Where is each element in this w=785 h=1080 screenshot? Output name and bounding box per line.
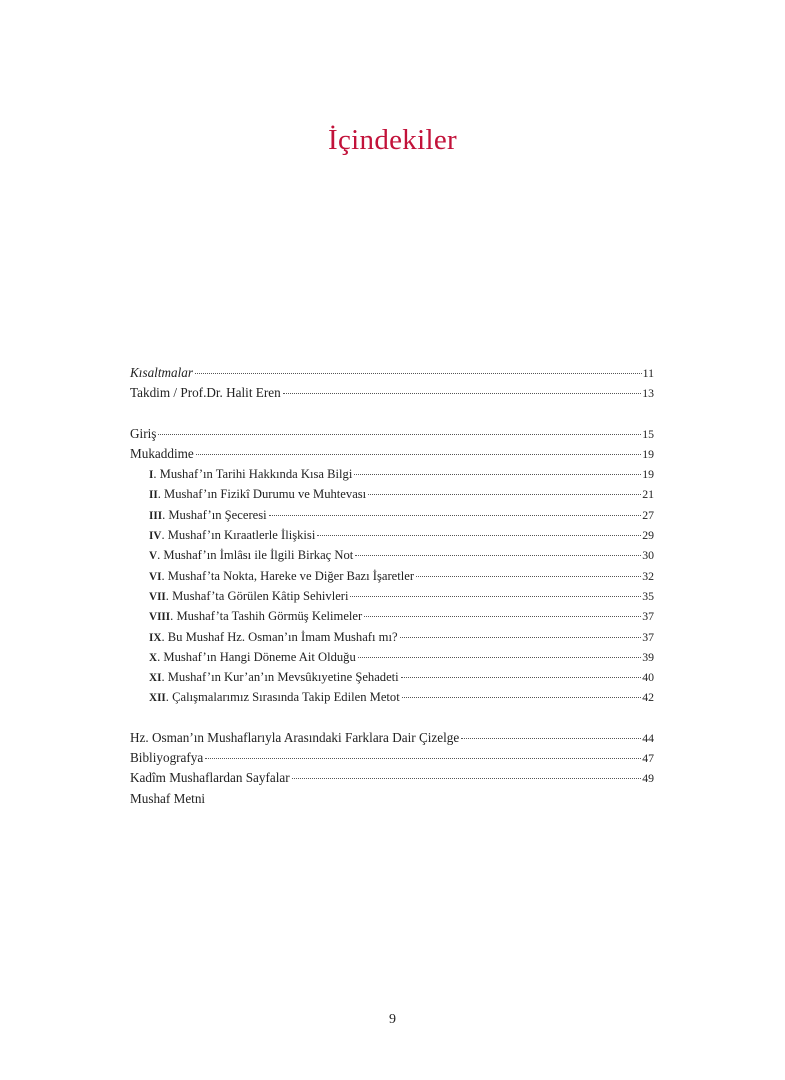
toc-front-matter: [130, 363, 654, 404]
toc-entry-label: [149, 647, 356, 668]
toc-leader-dots: [317, 535, 641, 536]
toc-entry-mukaddime[interactable]: [130, 444, 654, 464]
toc-leader-dots: [368, 494, 641, 495]
toc-entry-text: . Mushaf’ın Kur’an’ın Mevsûkıyetine Şehadeti: [161, 670, 399, 685]
toc-leader-dots: [205, 758, 641, 759]
toc-leader-dots: [269, 515, 642, 516]
toc-entry-label: [149, 505, 267, 526]
roman-numeral: II: [149, 489, 158, 502]
toc-entry-label: Kadîm Mushaflardan Sayfalar: [130, 770, 290, 786]
toc-leader-dots: [402, 697, 641, 698]
toc-page-number: 29: [642, 528, 654, 543]
roman-numeral: III: [149, 509, 163, 522]
toc-back-matter: [130, 728, 654, 809]
toc-subentry-3[interactable]: [130, 505, 654, 525]
toc-leader-dots: [196, 454, 641, 455]
toc-page-number: 44: [642, 730, 654, 745]
toc-leader-dots: [401, 677, 642, 678]
toc-entry-text: . Bu Mushaf Hz. Osman’ın İmam Mushafı mı?: [161, 629, 398, 644]
roman-numeral: VIII: [149, 611, 171, 624]
toc-subentry-4[interactable]: [130, 525, 654, 545]
toc-entry-text: . Mushaf’ın Tarihi Hakkında Kısa Bilgi: [153, 467, 353, 482]
toc-page-number: 42: [642, 690, 654, 705]
toc-entry-text: . Mushaf’ta Nokta, Hareke ve Diğer Bazı İşaretler: [161, 568, 415, 583]
toc-entry-label: [149, 667, 399, 688]
toc-leader-dots: [364, 616, 641, 617]
toc-page-number: 37: [642, 629, 654, 644]
toc-subentry-5[interactable]: [130, 545, 654, 565]
toc-entry-label: [149, 687, 400, 708]
toc-entry-takdim[interactable]: [130, 383, 654, 403]
roman-numeral: XI: [149, 672, 162, 685]
toc-subentry-11[interactable]: [130, 667, 654, 687]
roman-numeral: IX: [149, 631, 162, 644]
roman-numeral: XII: [149, 692, 166, 705]
toc-subentry-10[interactable]: [130, 647, 654, 667]
toc-leader-dots: [355, 555, 641, 556]
toc-entry-label: [149, 484, 366, 505]
toc-entry-kadim-mushaflar[interactable]: [130, 768, 654, 788]
toc-page-number: 40: [642, 670, 654, 685]
toc-page-number: 30: [642, 548, 654, 563]
toc-page-number: 49: [642, 771, 654, 786]
toc-leader-dots: [358, 657, 641, 658]
toc-entry-label: [149, 627, 398, 648]
toc-leader-dots: [461, 738, 641, 739]
toc-entry-label: [149, 586, 348, 607]
toc-main-section: [130, 424, 654, 708]
toc-page-number: 47: [642, 751, 654, 766]
toc-entry-giris[interactable]: [130, 424, 654, 444]
toc-page-number: 37: [642, 609, 654, 624]
toc-entry-label: Hz. Osman’ın Mushaflarıyla Arasındaki Farklara Dair Çizelge: [130, 729, 460, 745]
toc-entry-text: . Mushaf’ta Görülen Kâtip Sehivleri: [165, 588, 349, 603]
toc-page-number: 21: [642, 487, 654, 502]
toc-entry-text: . Mushaf’ın İmlâsı ile İlgili Birkaç Not: [157, 548, 354, 563]
toc-entry-label: Giriş: [130, 425, 157, 441]
roman-numeral: VI: [149, 570, 162, 583]
roman-numeral: X: [149, 651, 158, 664]
toc-page-number: 32: [642, 568, 654, 583]
roman-numeral: I: [149, 469, 154, 482]
toc-entry-mushaf-metni[interactable]: [130, 789, 654, 809]
toc-page-number: 39: [642, 649, 654, 664]
toc-entry-bibliyografya[interactable]: [130, 748, 654, 768]
page-number: 9: [389, 1012, 396, 1027]
toc-subentry-2[interactable]: [130, 484, 654, 504]
toc-page-number: 27: [642, 507, 654, 522]
toc-leader-dots: [158, 434, 641, 435]
toc-entry-label: [149, 606, 362, 627]
toc-entry-text: . Mushaf’ın Hangi Döneme Ait Olduğu: [157, 649, 356, 664]
toc-entry-kisaltmalar[interactable]: [130, 363, 654, 383]
toc-entry-label: [149, 464, 352, 485]
toc-entry-text: . Çalışmalarımız Sırasında Takip Edilen Metot: [165, 690, 400, 705]
page-title: İçindekiler: [328, 124, 457, 156]
toc-entry-label: Takdim / Prof.Dr. Halit Eren: [130, 385, 281, 401]
toc-leader-dots: [292, 778, 642, 779]
toc-entry-text: . Mushaf’ın Şeceresi: [162, 507, 267, 522]
toc-page-number: 19: [642, 467, 654, 482]
toc-subentry-7[interactable]: [130, 586, 654, 606]
toc-page-number: 35: [642, 588, 654, 603]
toc-page-number: 19: [642, 446, 654, 461]
toc-entry-label: [149, 545, 353, 566]
toc-entry-label: Bibliyografya: [130, 750, 204, 766]
toc-page-number: 13: [642, 386, 654, 401]
toc-entry-text: . Mushaf’ın Kıraatlerle İlişkisi: [161, 528, 316, 543]
toc-leader-dots: [350, 596, 641, 597]
toc-leader-dots: [283, 393, 642, 394]
toc-subentry-1[interactable]: [130, 464, 654, 484]
table-of-contents: [130, 363, 654, 809]
roman-numeral: V: [149, 550, 158, 563]
toc-entry-label: Kısaltmalar: [130, 365, 194, 380]
roman-numeral: VII: [149, 590, 166, 603]
toc-page-number: 15: [642, 426, 654, 441]
toc-page-number: 11: [642, 366, 654, 380]
toc-entry-label: Mukaddime: [130, 445, 194, 461]
toc-subentry-12[interactable]: [130, 687, 654, 707]
toc-entry-cizelge[interactable]: [130, 728, 654, 748]
toc-entry-label: [149, 566, 414, 587]
roman-numeral: IV: [149, 530, 162, 543]
toc-leader-dots: [354, 474, 641, 475]
toc-entry-label: [149, 525, 315, 546]
toc-subentry-6[interactable]: [130, 566, 654, 586]
toc-entry-label: Mushaf Metni: [130, 790, 206, 806]
toc-leader-dots: [416, 576, 641, 577]
toc-entry-text: . Mushaf’ın Fizikî Durumu ve Muhtevası: [157, 487, 367, 502]
toc-entry-text: . Mushaf’ta Tashih Görmüş Kelimeler: [170, 609, 363, 624]
toc-subentry-9[interactable]: [130, 627, 654, 647]
toc-subentry-8[interactable]: [130, 606, 654, 626]
toc-leader-dots: [195, 373, 642, 374]
toc-leader-dots: [400, 637, 642, 638]
